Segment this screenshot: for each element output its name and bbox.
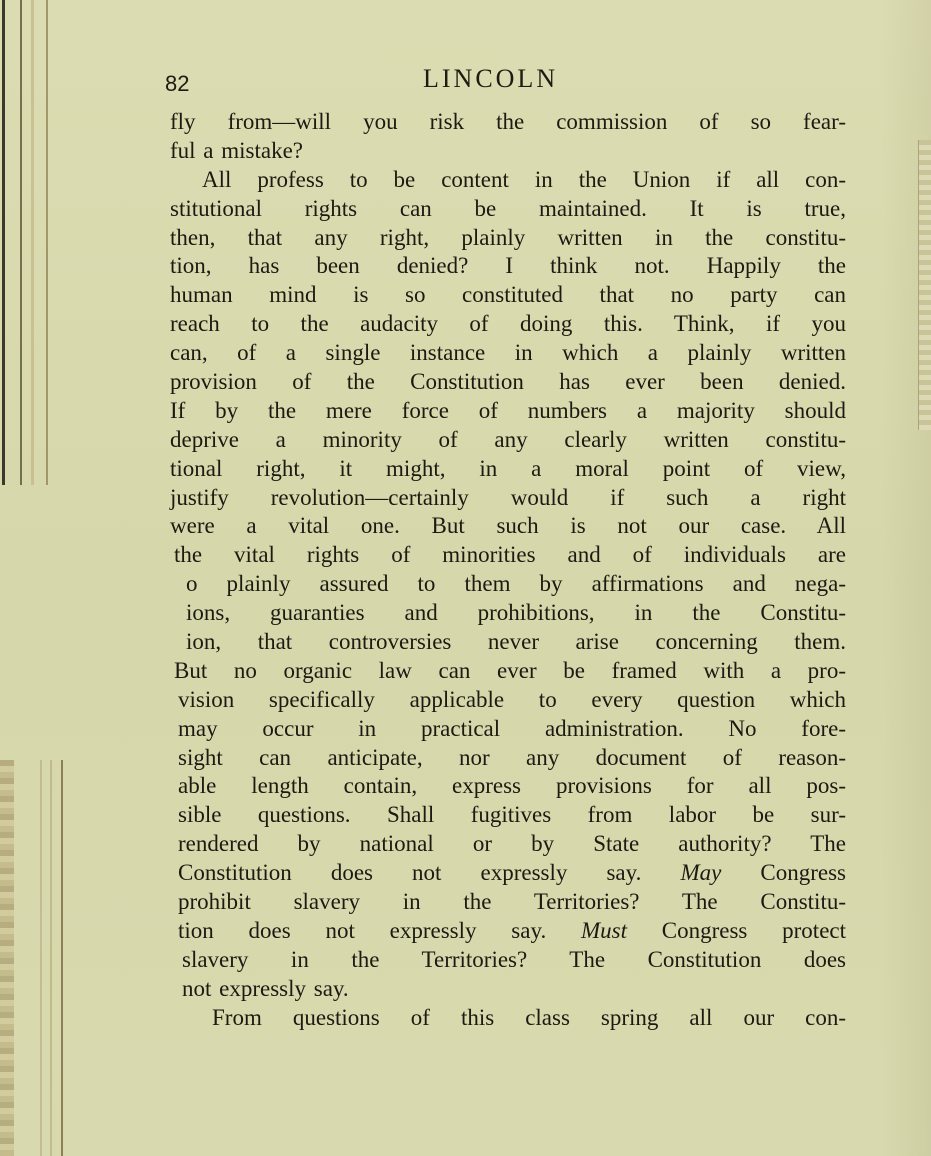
paragraph-first-line: All profess to be content in the Union if all con- — [202, 166, 846, 192]
text-line: reach to the audacity of doing this. Think, if you — [170, 311, 846, 337]
binding-edge-line — [2, 0, 5, 485]
paragraph-first-line: From questions of this class spring all our con- — [212, 1004, 846, 1030]
binding-edge-line — [31, 0, 34, 485]
line-text: tion does not expressly say. — [178, 917, 581, 943]
text-line: ion, that controversies never arise concerning them. — [186, 629, 846, 655]
body-text — [170, 108, 846, 1033]
text-line: rendered by national or by State authority? The — [178, 831, 846, 857]
line-text: Congress protect — [626, 917, 846, 943]
page-header — [165, 64, 845, 98]
text-line: were a vital one. But such is not our case. All — [170, 513, 846, 539]
text-line: able length contain, express provisions for all pos- — [178, 773, 846, 799]
text-line: deprive a minority of any clearly written constitu- — [170, 426, 846, 452]
running-head: LINCOLN — [423, 64, 559, 93]
text-line: ful a mistake? — [170, 137, 304, 163]
text-line: ions, guaranties and prohibitions, in the Constitu- — [186, 600, 846, 626]
text-line: stitutional rights can be maintained. It is true, — [170, 195, 846, 221]
text-line: human mind is so constituted that no party can — [170, 282, 846, 308]
text-line: tional right, it might, in a moral point of view, — [170, 455, 846, 481]
text-line: justify revolution—certainly would if such a right — [170, 484, 846, 510]
text-line: If by the mere force of numbers a majority should — [170, 397, 846, 423]
text-line: provision of the Constitution has ever been denied. — [170, 369, 846, 395]
text-line — [170, 859, 846, 888]
text-line: then, that any right, plainly written in the constitu- — [170, 224, 846, 250]
emphasis-may: May — [680, 860, 722, 886]
text-line: sible questions. Shall fugitives from labor be sur- — [178, 802, 846, 828]
binding-edge-line — [46, 0, 48, 485]
text-line: slavery in the Territories? The Constitution does — [182, 946, 846, 972]
line-text: Congress — [721, 860, 846, 886]
page-edge-line — [40, 760, 42, 1156]
text-line: vision specifically applicable to every question which — [178, 686, 846, 712]
text-line — [170, 917, 846, 946]
text-line: But no organic law can ever be framed with a pro- — [174, 657, 846, 683]
binding-edge-line — [20, 0, 22, 485]
text-line: the vital rights of minorities and of individuals are — [174, 542, 846, 568]
page-stack-edge — [0, 760, 14, 1156]
page-number: 82 — [165, 71, 190, 96]
text-line: tion, has been denied? I think not. Happily the — [170, 253, 846, 279]
text-line: o plainly assured to them by affirmations and nega- — [186, 571, 846, 597]
text-line: may occur in practical administration. No fore- — [178, 715, 846, 741]
page-edge-line — [50, 760, 52, 1156]
line-text: Constitution does not expressly say. — [178, 860, 681, 886]
page-edge-line — [61, 760, 63, 1156]
right-page-edge — [918, 140, 931, 430]
emphasis-must: Must — [580, 917, 627, 943]
text-line: fly from—will you risk the commission of so fear- — [170, 109, 846, 134]
text-line: not expressly say. — [182, 975, 349, 1001]
text-line: sight can anticipate, nor any document of reason- — [178, 744, 846, 770]
text-line: prohibit slavery in the Territories? The Constitu- — [178, 889, 846, 915]
text-line: can, of a single instance in which a plainly written — [170, 340, 846, 366]
